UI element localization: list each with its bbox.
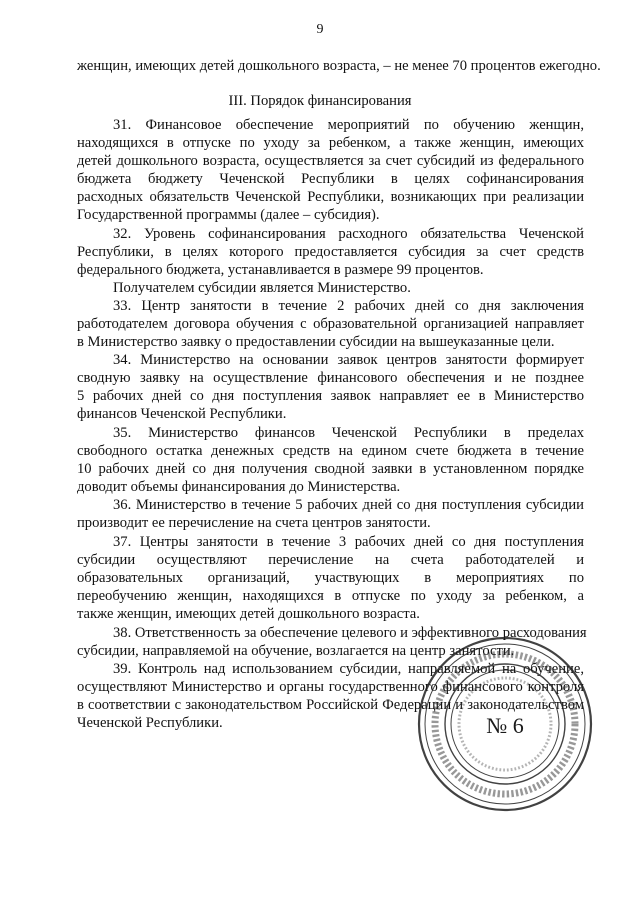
official-seal-stamp xyxy=(416,635,594,813)
text-line: субсидии, направляемой на обучение, возлагается на центр занятости. xyxy=(77,643,515,659)
text-line: также женщин, имеющих детей дошкольного возраста. xyxy=(77,606,420,622)
text-line: производит ее перечисление на счета центров занятости. xyxy=(77,515,431,531)
text-line: 5 рабочих дней со дня поступления заявок направляет ее в Министерство xyxy=(77,388,584,404)
text-line: осуществляют Министерство и органы государственного финансового контроля xyxy=(77,679,584,695)
text-line: Республики, в целях которого предоставляется субсидия за счет средств xyxy=(77,244,584,260)
text-line: работодателем договора обучения с образовательной организацией направляет xyxy=(77,316,584,332)
text-line: Чеченской Республики. xyxy=(77,715,223,731)
text-line: Государственной программы (далее – субсидия). xyxy=(77,207,380,223)
text-line: 33. Центр занятости в течение 2 рабочих дней со дня заключения xyxy=(113,298,584,314)
text-line: федерального бюджета, устанавливается в размере 99 процентов. xyxy=(77,262,484,278)
intro-line: женщин, имеющих детей дошкольного возраста, – не менее 70 процентов ежегодно. xyxy=(77,58,601,74)
text-line: 38. Ответственность за обеспечение целевого и эффективного расходования xyxy=(113,625,587,641)
text-line: в Министерство заявку о предоставлении субсидии на вышеуказанные цели. xyxy=(77,334,555,350)
text-line: бюджета бюджету Чеченской Республики в целях софинансирования xyxy=(77,171,584,187)
text-line: 10 рабочих дней со дня получения сводной заявки в установленном порядке xyxy=(77,461,584,477)
stamp-number: № 6 xyxy=(486,713,524,738)
text-line: 32. Уровень софинансирования расходного обязательства Чеченской xyxy=(113,226,584,242)
text-line: 34. Министерство на основании заявок центров занятости формирует xyxy=(113,352,584,368)
text-line: в соответствии с законодательством Российской Федерации и законодательством xyxy=(77,697,584,713)
text-line: 31. Финансовое обеспечение мероприятий по обучению женщин, xyxy=(113,117,584,133)
text-line: детей дошкольного возраста, осуществляется за счет субсидий из федерального xyxy=(77,153,584,169)
text-line: расходных обязательств Чеченской Республики, возникающих при реализации xyxy=(77,189,584,205)
page-number: 9 xyxy=(316,22,324,37)
text-line: субсидии осуществляют перечисление на счета работодателей и xyxy=(77,552,584,568)
text-line: доводит объемы финансирования до Министерства. xyxy=(77,479,401,495)
text-line: 35. Министерство финансов Чеченской Республики в пределах xyxy=(113,425,584,441)
text-line: образовательных организаций, участвующих в мероприятиях по xyxy=(77,570,584,586)
text-line: переобучению женщин, находящихся в отпуске по уходу за ребенком, а xyxy=(77,588,584,604)
text-line: свободного остатка денежных средств на едином счете бюджета в течение xyxy=(77,443,584,459)
text-line: Получателем субсидии является Министерство. xyxy=(113,280,411,296)
section-heading: III. Порядок финансирования xyxy=(228,93,412,109)
text-line: сводную заявку на осуществление финансового обеспечения и не позднее xyxy=(77,370,584,386)
text-line: 37. Центры занятости в течение 3 рабочих дней со дня поступления xyxy=(113,534,584,550)
text-line: находящихся в отпуске по уходу за ребенком, а также женщин, имеющих xyxy=(77,135,584,151)
text-line: 36. Министерство в течение 5 рабочих дней со дня поступления субсидии xyxy=(113,497,584,513)
text-line: финансов Чеченской Республики. xyxy=(77,406,287,422)
text-line: 39. Контроль над использованием субсидии, направляемой на обучение, xyxy=(113,661,584,677)
